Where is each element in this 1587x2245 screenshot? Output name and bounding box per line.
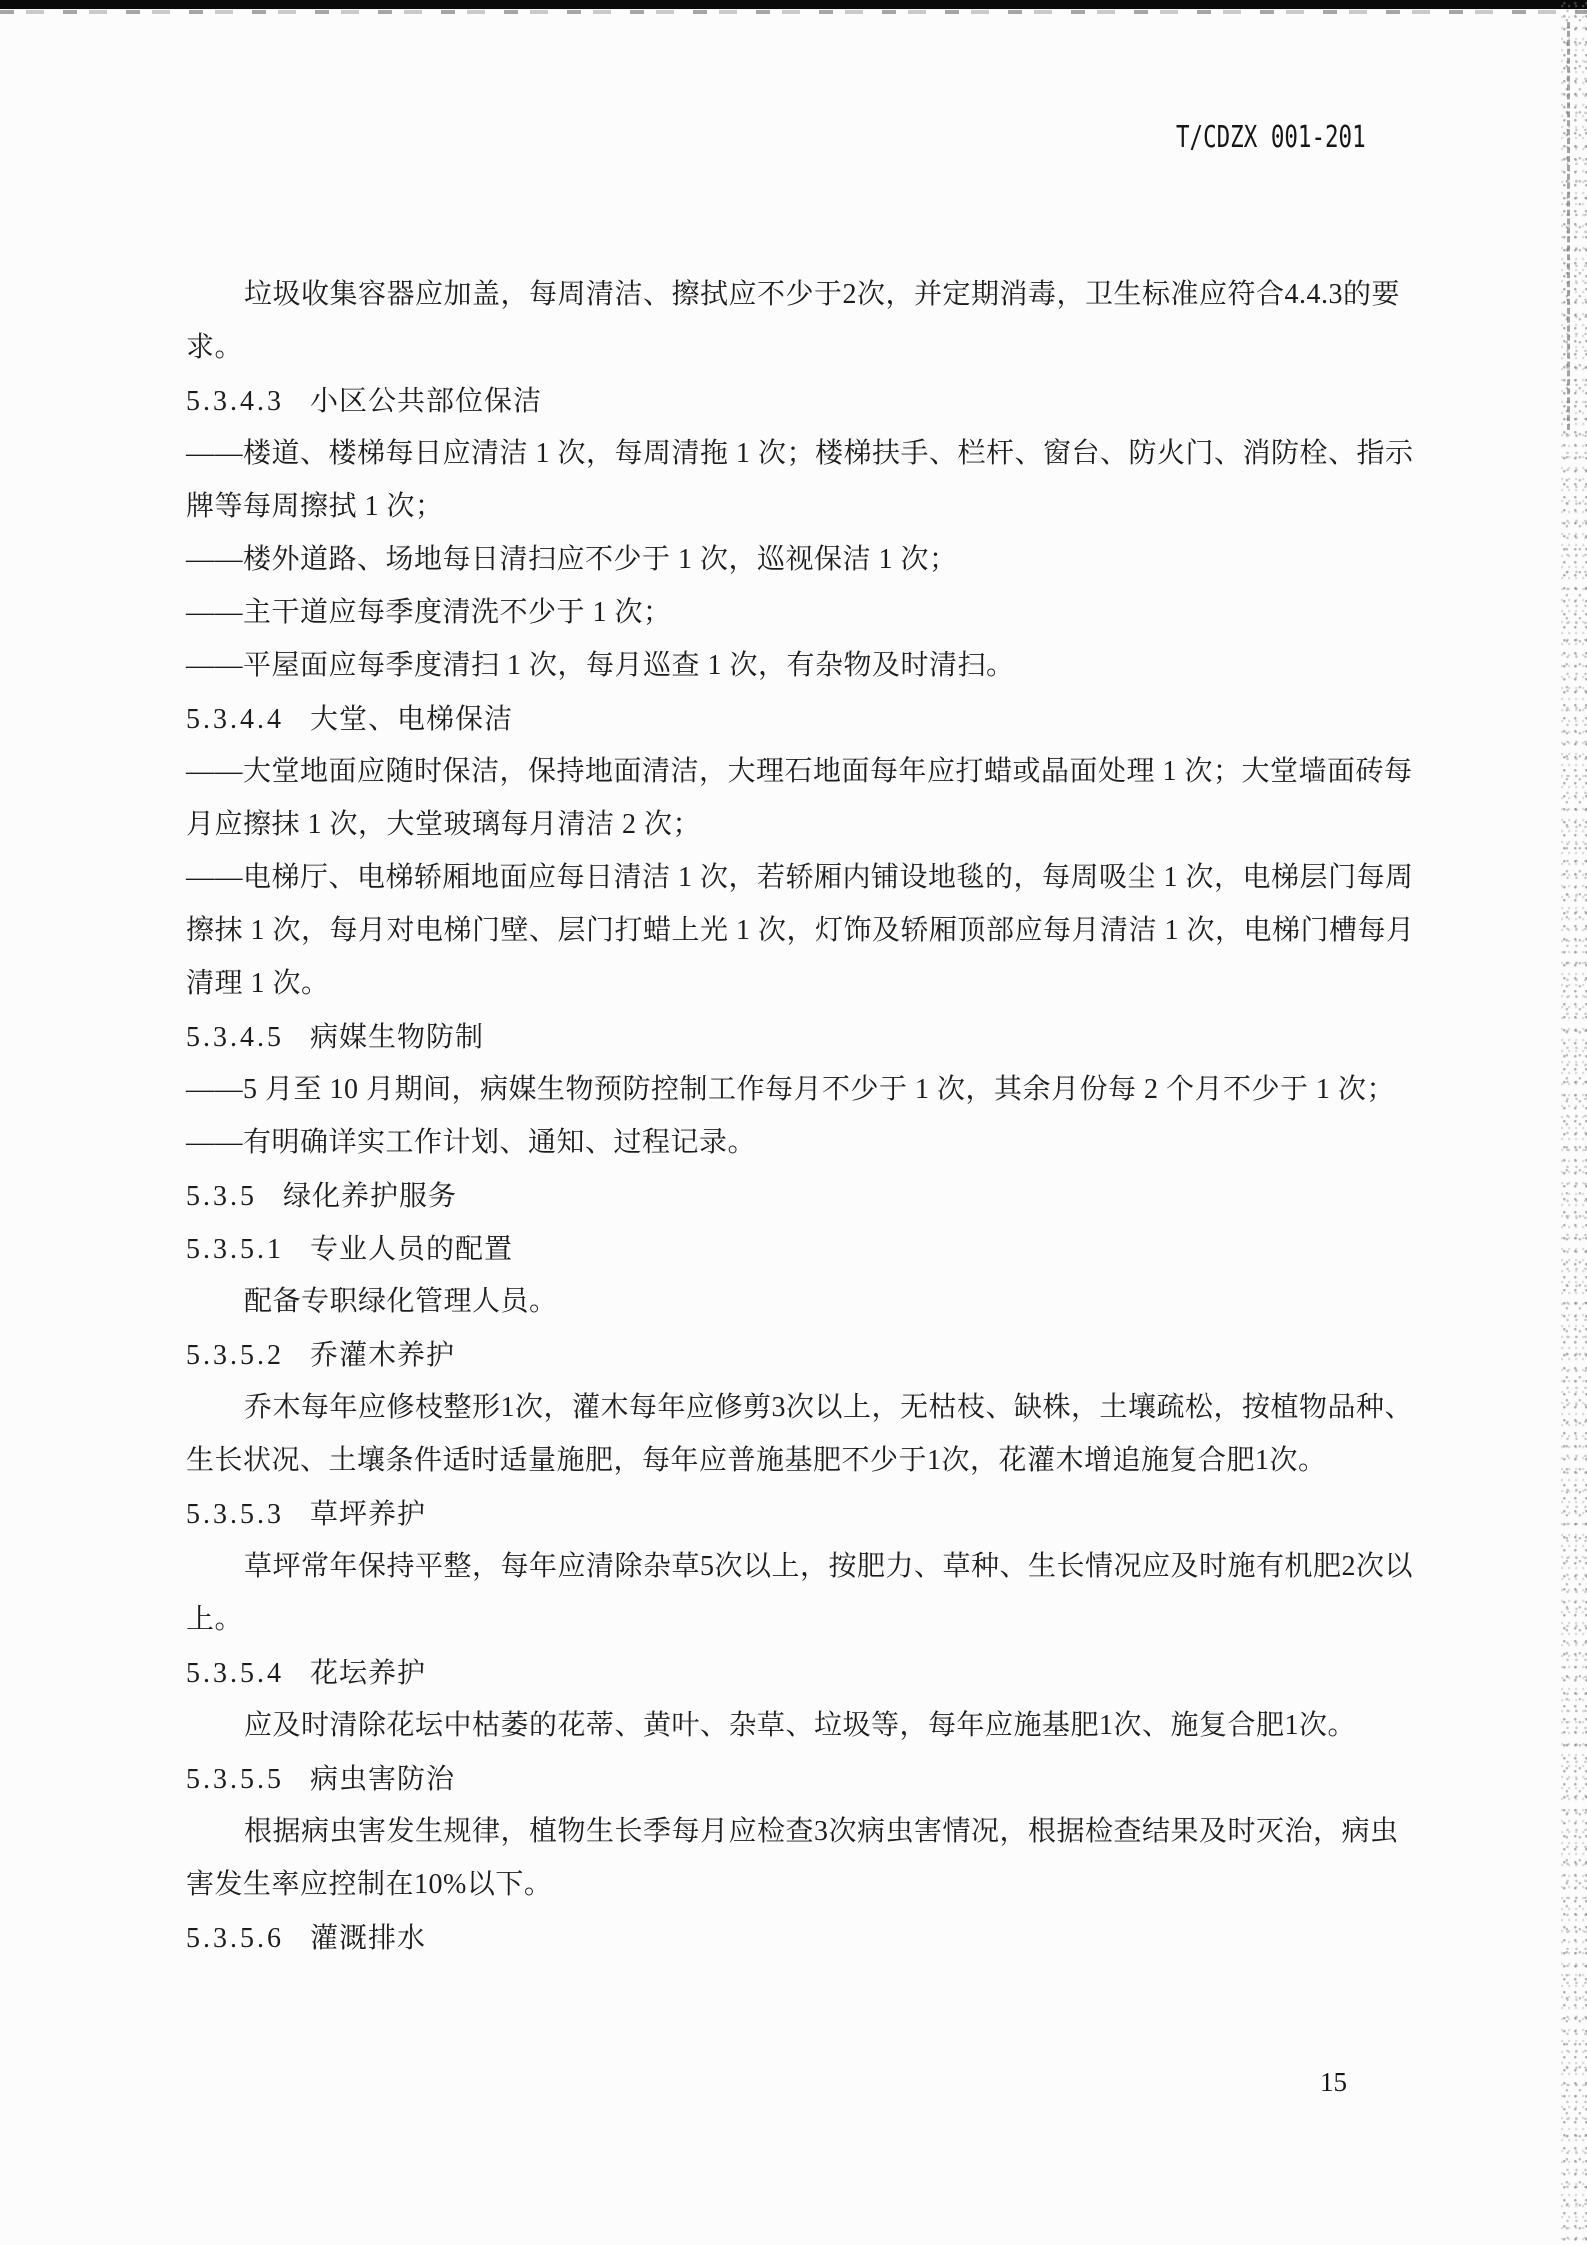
section-heading [186,374,1466,427]
section-title: 小区公共部位保洁 [310,384,543,417]
section-heading [186,1911,1466,1964]
text-line: 月应擦抹 1 次，大堂玻璃每月清洁 2 次； [186,809,702,840]
text-line: 牌等每周擦拭 1 次； [186,491,444,522]
text-line: ——大堂地面应随时保洁，保持地面清洁，大理石地面每年应打蜡或晶面处理 1 次；大堂墙面砖每 [186,756,1413,787]
section-heading [186,1010,1466,1063]
section-number: 5.3.5.4 [186,1658,284,1689]
section-number: 5.3.4.5 [186,1022,284,1053]
section-title: 专业人员的配置 [310,1232,514,1265]
section-heading [186,1487,1466,1540]
section-title: 乔灌木养护 [310,1338,456,1371]
section-title: 大堂、电梯保洁 [310,702,514,735]
text-line: ——楼道、楼梯每日应清洁 1 次，每周清拖 1 次；楼梯扶手、栏杆、窗台、防火门、消防栓、指示 [186,438,1414,469]
section-number: 5.3.5.3 [186,1499,284,1530]
section-heading [186,1222,1466,1275]
scan-edge-top [0,0,1587,9]
text-line: 草坪常年保持平整，每年应清除杂草5次以上，按肥力、草种、生长情况应及时施有机肥2次以 [244,1551,1414,1582]
text-line: 应及时清除花坛中枯萎的花蒂、黄叶、杂草、垃圾等，每年应施基肥1次、施复合肥1次。 [244,1710,1357,1741]
text-line: 生长状况、土壤条件适时适量施肥，每年应普施基肥不少于1次，花灌木增追施复合肥1次。 [186,1445,1327,1476]
section-heading [186,1646,1466,1699]
section-title: 病媒生物防制 [310,1020,485,1053]
section-heading [186,1169,1466,1222]
section-heading [186,1328,1466,1381]
text-line: 擦抹 1 次，每月对电梯门壁、层门打蜡上光 1 次，灯饰及轿厢顶部应每月清洁 1 次，电梯门槽每月 [186,915,1415,946]
text-line: 害发生率应控制在10%以下。 [186,1869,553,1900]
section-title: 花坛养护 [310,1656,427,1689]
text-line: ——平屋面应每季度清扫 1 次，每月巡查 1 次，有杂物及时清扫。 [186,650,1015,681]
section-number: 5.3.4.3 [186,386,284,417]
text-line: 上。 [186,1604,244,1635]
text-line: ——主干道应每季度清洗不少于 1 次； [186,597,672,628]
text-line: ——5 月至 10 月期间，病媒生物预防控制工作每月不少于 1 次，其余月份每 2 个月不少于 1 次； [186,1074,1396,1105]
section-number: 5.3.5.5 [186,1764,284,1795]
text-line: 清理 1 次。 [186,968,330,999]
section-number: 5.3.5.2 [186,1340,284,1371]
section-number: 5.3.5.6 [186,1923,284,1954]
scan-noise-right [1561,0,1587,2245]
text-line: 垃圾收集容器应加盖，每周清洁、擦拭应不少于2次，并定期消毒，卫生标准应符合4.4.3的要 [244,279,1401,310]
section-title: 灌溉排水 [310,1921,427,1954]
section-title: 草坪养护 [310,1497,427,1530]
text-line: ——电梯厅、电梯轿厢地面应每日清洁 1 次，若轿厢内铺设地毯的，每周吸尘 1 次，电梯层门每周 [186,862,1414,893]
page-number: 15 [1320,2067,1347,2097]
text-line: 乔木每年应修枝整形1次，灌木每年应修剪3次以上，无枯枝、缺株，土壤疏松，按植物品种、 [244,1392,1414,1423]
text-line: 根据病虫害发生规律，植物生长季每月应检查3次病虫害情况，根据检查结果及时灭治，病虫 [244,1816,1399,1847]
section-title: 绿化养护服务 [283,1179,458,1212]
scan-artifact-line [1567,22,1570,430]
section-heading [186,692,1466,745]
text-line: ——有明确详实工作计划、通知、过程记录。 [186,1127,757,1158]
section-number: 5.3.5 [186,1181,257,1212]
text-line: ——楼外道路、场地每日清扫应不少于 1 次，巡视保洁 1 次； [186,544,958,575]
section-title: 病虫害防治 [310,1762,456,1795]
text-line: 配备专职绿化管理人员。 [244,1286,558,1317]
section-heading [186,1752,1466,1805]
section-number: 5.3.5.1 [186,1234,284,1265]
document-body [186,268,1466,1964]
section-number: 5.3.4.4 [186,704,284,735]
document-code: T/CDZX 001-201 [1176,120,1366,155]
text-line: 求。 [186,332,244,363]
